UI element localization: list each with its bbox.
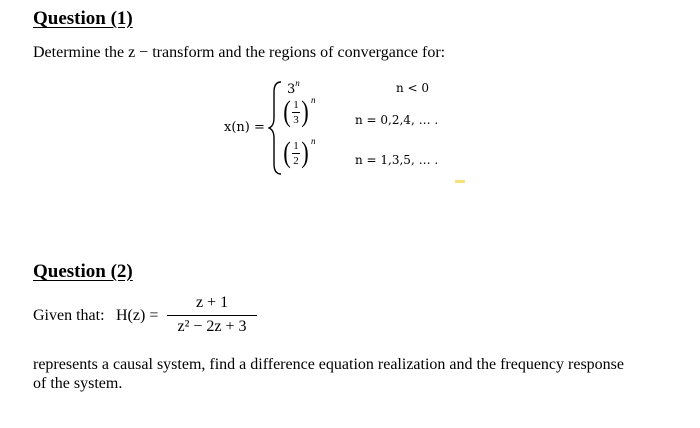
- case-2-left-paren: (: [283, 95, 291, 128]
- transfer-denominator: z² − 2z + 3: [177, 318, 247, 335]
- case-2-fraction-bar: [292, 112, 300, 113]
- question-2-body-line-2: of the system.: [33, 375, 123, 392]
- case-2-exponent: n: [311, 95, 316, 105]
- case-3-condition: n = 1,3,5, … .: [355, 153, 439, 167]
- case-1-exponent: n: [295, 78, 300, 88]
- case-1-base: 3: [287, 82, 296, 97]
- transfer-function-fraction: [166, 294, 258, 336]
- case-2-right-paren: ): [301, 95, 309, 128]
- question-2-body-line-1: represents a causal system, find a difference equation realization and the frequency response: [33, 356, 625, 373]
- case-3-exponent: n: [311, 136, 316, 146]
- case-3-left-paren: (: [283, 136, 291, 169]
- case-3-fraction-bar: [292, 153, 300, 154]
- case-2-condition: n = 0,2,4, … .: [355, 113, 439, 127]
- transfer-fraction-bar: [167, 315, 257, 316]
- case-3-fraction: [292, 140, 300, 167]
- given-label: Given that:: [33, 307, 105, 324]
- question-1-heading: Question (1): [33, 8, 133, 29]
- case-2-numerator: 1: [293, 98, 299, 111]
- case-2-expression: [282, 97, 316, 127]
- case-2-denominator: 3: [293, 113, 299, 126]
- case-2-fraction: [292, 99, 300, 126]
- transfer-numerator: z + 1: [195, 294, 229, 311]
- case-3-denominator: 2: [293, 154, 299, 167]
- case-3-right-paren: ): [301, 136, 309, 169]
- case-3-expression: [282, 138, 316, 168]
- question-1-prompt: Determine the z − transform and the regions of convergance for:: [33, 44, 446, 61]
- question-2-heading: Question (2): [33, 261, 133, 282]
- case-3-numerator: 1: [293, 139, 299, 152]
- highlight-mark: [455, 180, 465, 183]
- x-n-label: x(n) =: [224, 120, 265, 135]
- case-1-condition: n < 0: [396, 81, 430, 95]
- h-z-label: H(z) =: [116, 307, 159, 324]
